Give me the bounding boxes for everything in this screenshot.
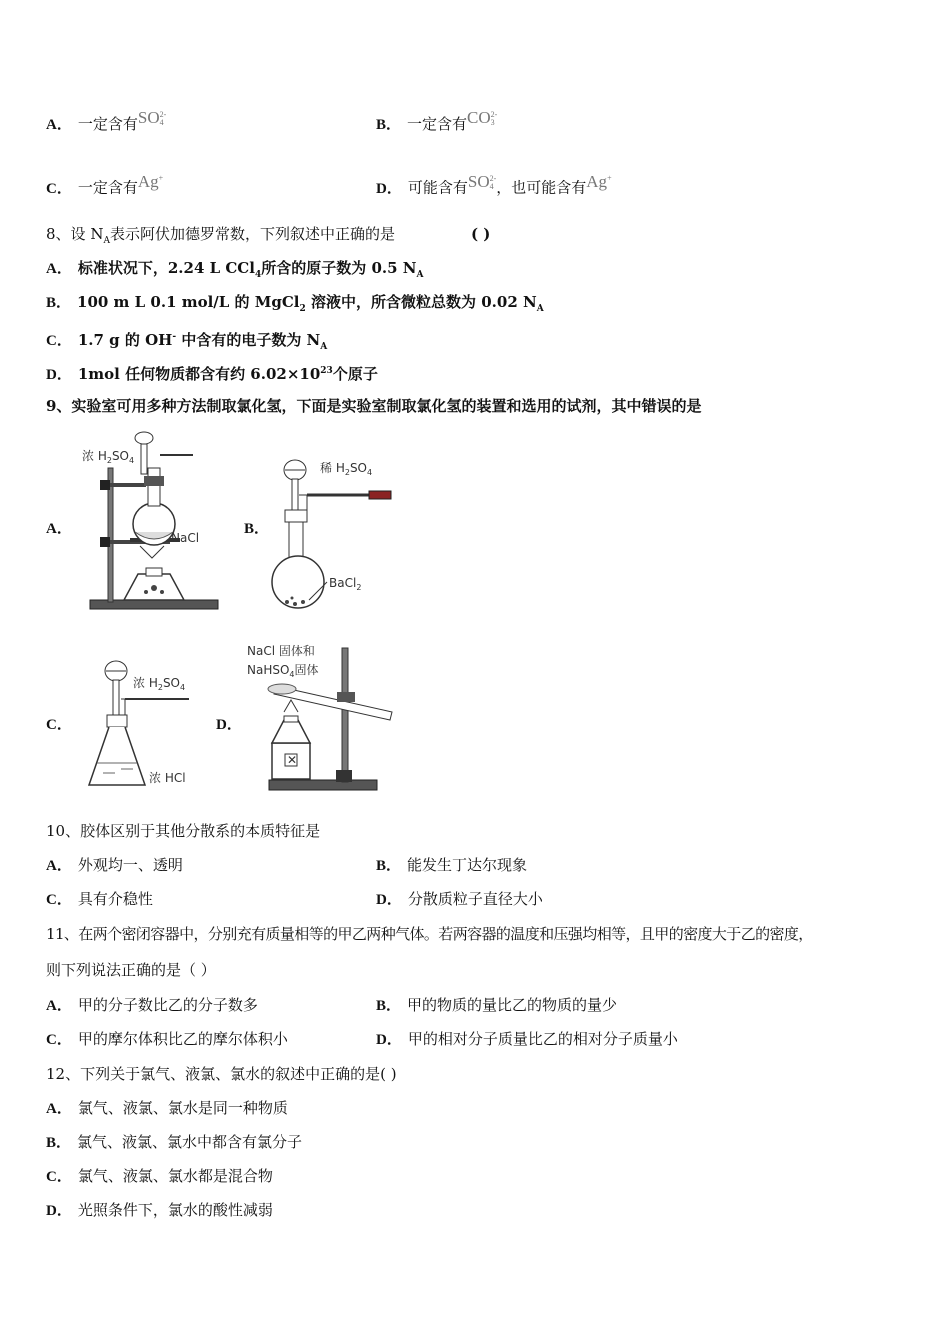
q7-option-b[interactable]: B． 一定含有CO 2- 3 [376, 108, 498, 133]
q9-stem: 9、实验室可用多种方法制取氯化氢，下面是实验室制取氯化氢的装置和选用的试剂，其中错误的是 [46, 397, 702, 415]
q12-option-d[interactable]: D． 光照条件下，氯水的酸性减弱 [46, 1201, 273, 1219]
q11-stem: 11、在两个密闭容器中，分别充有质量相等的甲乙两种气体。若两容器的温度和压强均相等，且甲的密度大于乙的密度， [46, 925, 813, 943]
q11-option-b[interactable]: B． 甲的物质的量比乙的物质的量少 [376, 996, 618, 1014]
q8-option-a[interactable]: A． 标准状况下，2.24 L CCl$_4$所含的原子数为 0.5 $N_A$ [46, 259, 424, 280]
q8-stem: 8、设 $N_A$表示阿伏加德罗常数，下列叙述中正确的是 ( ) [46, 225, 491, 246]
q10-option-d[interactable]: D． 分散质粒子直径大小 [376, 890, 543, 908]
q7-option-c[interactable]: C． 一定含有Ag+ [46, 171, 164, 197]
ion-sulfate: SO 2- 4 [467, 171, 497, 191]
q11-option-d[interactable]: D． 甲的相对分子质量比乙的相对分子质量小 [376, 1030, 678, 1048]
reagent-label: 稀 $H_2SO_4$ [320, 461, 373, 477]
ion-silver: Ag+ [137, 171, 164, 191]
reagent-label: BaCl$_2$ [329, 576, 362, 592]
q7-option-d[interactable]: D． 可能含有SO 2- 4 ，也可能含有Ag+ [376, 171, 612, 197]
q11-option-a[interactable]: A． 甲的分子数比乙的分子数多 [46, 996, 258, 1014]
q11-option-c[interactable]: C． 甲的摩尔体积比乙的摩尔体积小 [46, 1030, 288, 1048]
q8-option-c[interactable]: C． 1.7 g 的 OH- 中含有的电子数为 $N_A$ [46, 331, 328, 352]
ion-silver: Ag+ [586, 171, 612, 191]
ion-carbonate: CO 2- 3 [467, 108, 498, 128]
q9-option-b-label[interactable]: B． [244, 521, 270, 537]
reagent-label: NaCl 固体和 [247, 644, 315, 658]
reagent-label: 浓 $H_2SO_4$ [133, 676, 186, 692]
reagent-label: NaCl [171, 531, 200, 545]
q12-option-c[interactable]: C． 氯气、液氯、氯水都是混合物 [46, 1167, 273, 1185]
ion-sulfate: SO 2- 4 [137, 108, 167, 128]
apparatus-b-diagram [265, 452, 405, 617]
q12-option-a[interactable]: A． 氯气、液氯、氯水是同一种物质 [46, 1099, 288, 1117]
q9-option-c-label[interactable]: C． [46, 717, 72, 733]
reagent-label: 浓 HCl [149, 771, 186, 785]
q9-option-d-label[interactable]: D． [216, 717, 242, 733]
q10-option-c[interactable]: C． 具有介稳性 [46, 890, 153, 908]
apparatus-d-diagram [244, 640, 404, 796]
reagent-label: NaHSO$_4$固体 [247, 663, 319, 679]
q8-option-d[interactable]: D． 1mol 任何物质都含有约 $6.02\times 10^{23}$个原子 [46, 365, 378, 383]
q9-option-a-label[interactable]: A． [46, 521, 72, 537]
q11-stem-cont: 则下列说法正确的是（ ） [46, 961, 216, 979]
reagent-label: 浓 $H_2SO_4$ [82, 449, 135, 465]
q10-stem: 10、胶体区别于其他分散系的本质特征是 [46, 822, 321, 840]
q10-option-b[interactable]: B． 能发生丁达尔现象 [376, 856, 528, 874]
q8-option-b[interactable]: B． 100 m L 0.1 mol/L 的 MgCl$_2$ 溶液中，所含微粒总数为 0.02 $N_A$ [46, 293, 544, 314]
q7-option-a[interactable]: A． 一定含有SO 2- 4 [46, 108, 167, 133]
close-icon: ✕ [287, 753, 298, 767]
q10-option-a[interactable]: A． 外观均一、透明 [46, 856, 183, 874]
apparatus-c-diagram [85, 655, 205, 795]
apparatus-a-diagram [80, 428, 225, 614]
q12-stem: 12、下列关于氯气、液氯、氯水的叙述中正确的是( ) [46, 1065, 397, 1083]
q12-option-b[interactable]: B． 氯气、液氯、氯水中都含有氯分子 [46, 1133, 303, 1151]
